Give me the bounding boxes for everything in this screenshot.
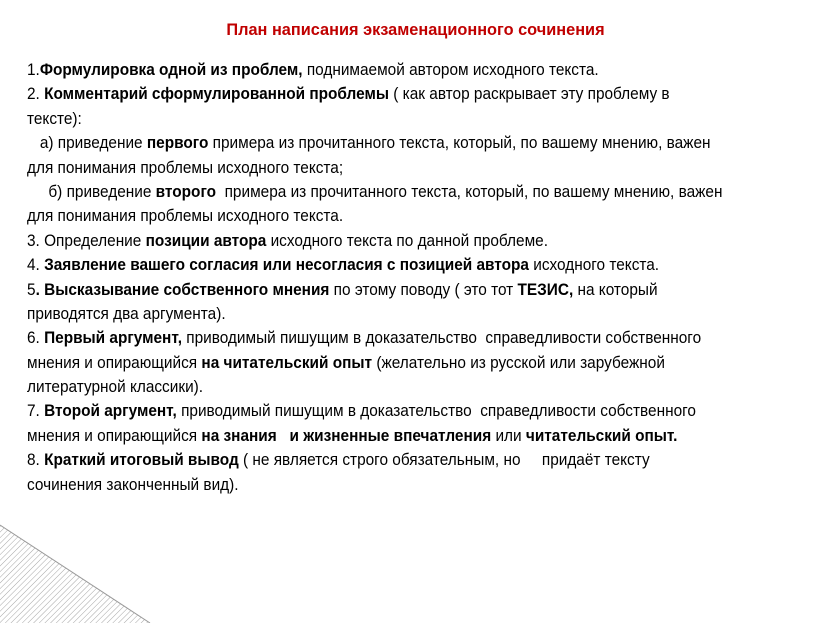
item-2a: а) приведение первого примера из прочитанного текста, который, по вашему мнению, важен [27,134,711,153]
item-2b: б) приведение второго примера из прочитанного текста, который, по вашему мнению, важен [27,182,723,201]
item-2-cont: тексте): [27,109,82,128]
item-4: 4. Заявление вашего согласия или несогласия с позицией автора исходного текста. [27,256,660,275]
item-3: 3. Определение позиции автора исходного текста по данной проблеме. [27,231,548,250]
item-2b-cont: для понимания проблемы исходного текста. [27,207,344,226]
item-5: 5. Высказывание собственного мнения по этому поводу ( это тот ТЕЗИС, на который [27,280,658,299]
item-6-cont-2: литературной классики). [27,378,204,397]
item-6-cont: мнения и опирающийся на читательский опыт (желательно из русской или зарубежной [27,353,665,372]
item-2: 2. Комментарий сформулированной проблемы ( как автор раскрывает эту проблему в [27,85,670,104]
item-5-cont: приводятся два аргумента). [27,304,226,323]
page-title: План написания экзаменационного сочинения [226,20,605,39]
item-2a-cont: для понимания проблемы исходного текста; [27,158,344,177]
item-1: 1.Формулировка одной из проблем, поднимаемой автором исходного текста. [27,61,599,79]
plan-text [27,58,768,497]
item-7-cont: мнения и опирающийся на знания и жизненные впечатления или читательский опыт. [27,426,678,445]
item-7: 7. Второй аргумент, приводимый пишущим в доказательство справедливости собственного [27,402,696,421]
item-6: 6. Первый аргумент, приводимый пишущим в доказательство справедливости собственного [27,329,702,348]
item-8: 8. Краткий итоговый вывод ( не является строго обязательным, но придаёт тексту [27,451,650,470]
item-8-cont: сочинения законченный вид). [27,475,239,494]
